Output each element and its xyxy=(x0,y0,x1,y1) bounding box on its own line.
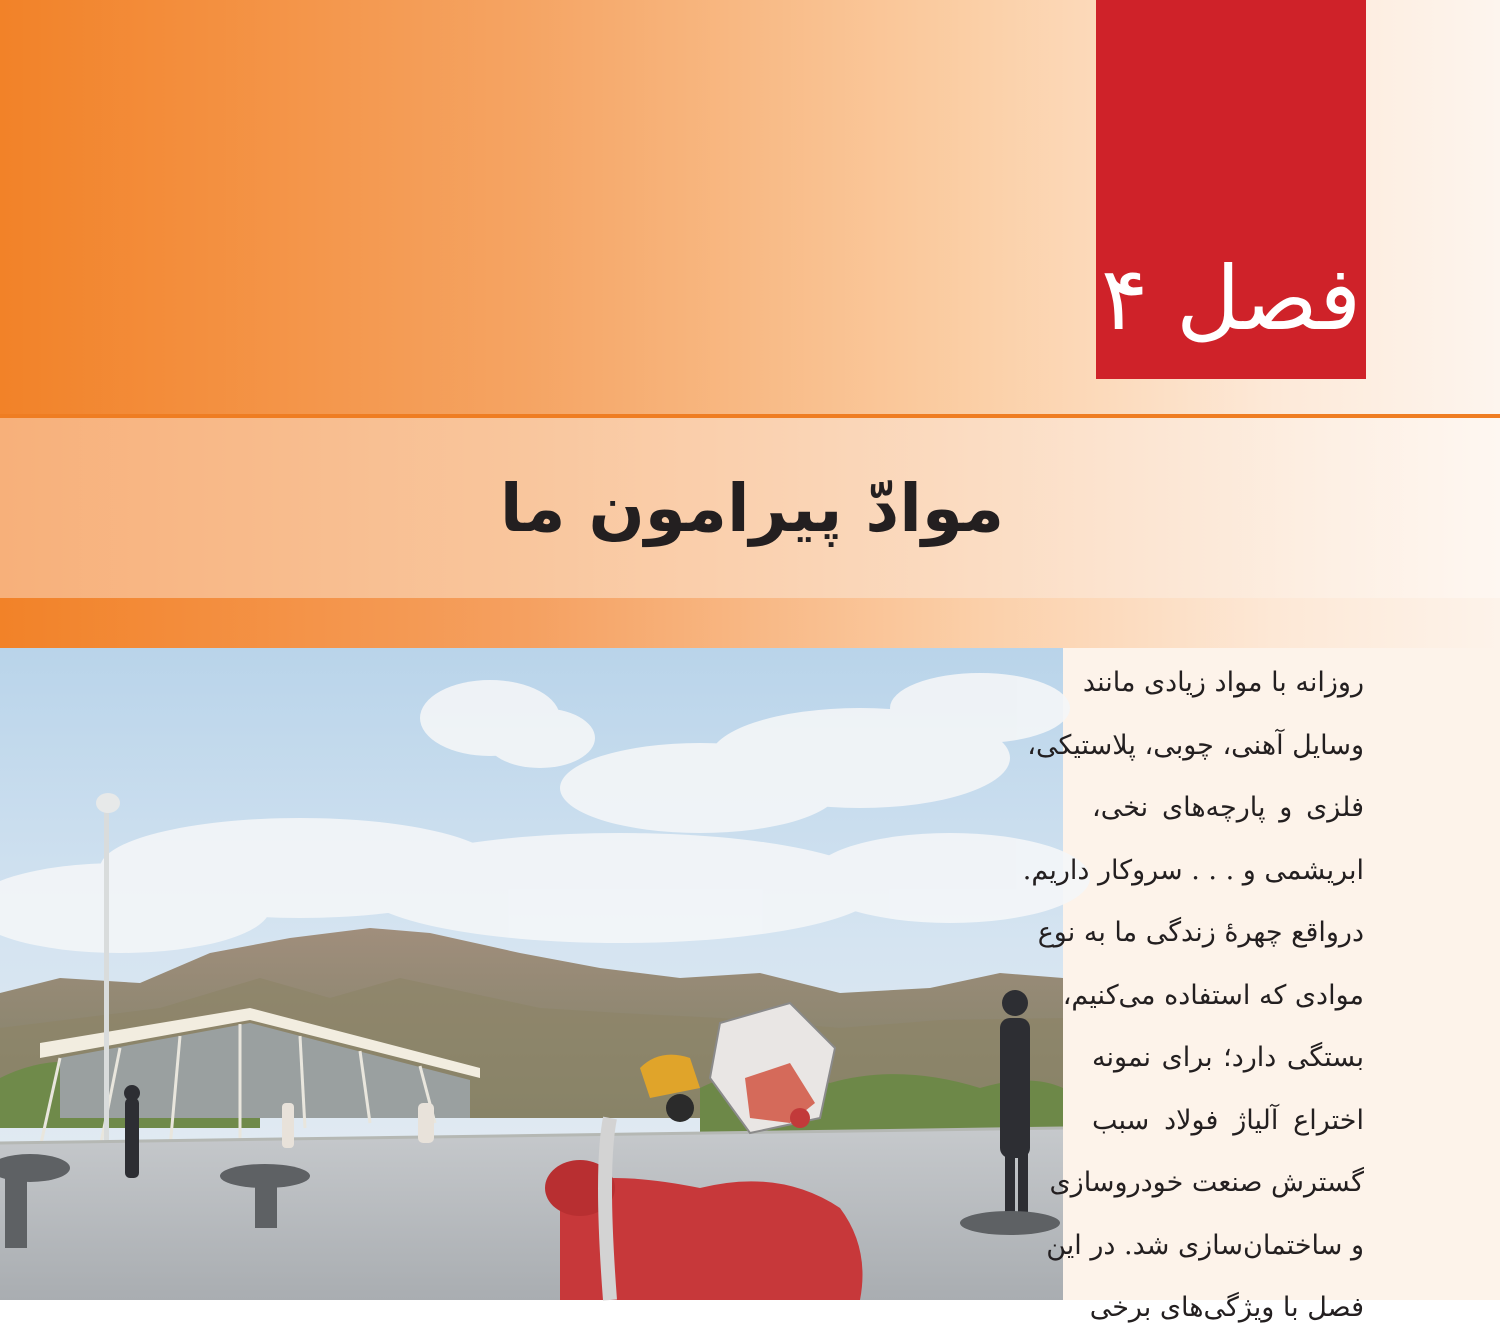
body-line: بستگی دارد؛ برای نمونه xyxy=(1092,1042,1364,1073)
chapter-number-box xyxy=(1096,0,1366,379)
body-line: گسترش صنعت خودروسازی xyxy=(1049,1167,1364,1198)
title-band xyxy=(0,418,1500,598)
body-line: روزانه با مواد زیادی مانند xyxy=(1082,667,1364,698)
body-line: موادی که استفاده می‌کنیم، xyxy=(1062,979,1364,1011)
page-title xyxy=(0,418,1500,598)
chapter-title-text: موادّ پیرامون ما xyxy=(499,469,1005,547)
body-line: وسایل آهنی، چوبی، پلاستیکی، xyxy=(1027,729,1364,761)
body-line: فلزی و پارچه‌های نخی، xyxy=(1092,792,1364,823)
intro-paragraph xyxy=(1022,652,1364,1340)
body-line: اختراع آلیاژ فولاد سبب xyxy=(1092,1104,1364,1136)
body-line: درواقع چهرۀ زندگی ما به نوع xyxy=(1037,917,1364,948)
chapter-label: فصل ۴ xyxy=(1100,247,1362,350)
body-line: ابریشمی و . . . سروکار داریم. xyxy=(1022,854,1364,886)
body-line: و ساختمان‌سازی شد. در این xyxy=(1046,1229,1364,1261)
park-photo xyxy=(0,648,1063,1300)
decorative-strip xyxy=(0,598,1500,648)
body-line: فصل با ویژگی‌های برخی xyxy=(1089,1292,1364,1323)
